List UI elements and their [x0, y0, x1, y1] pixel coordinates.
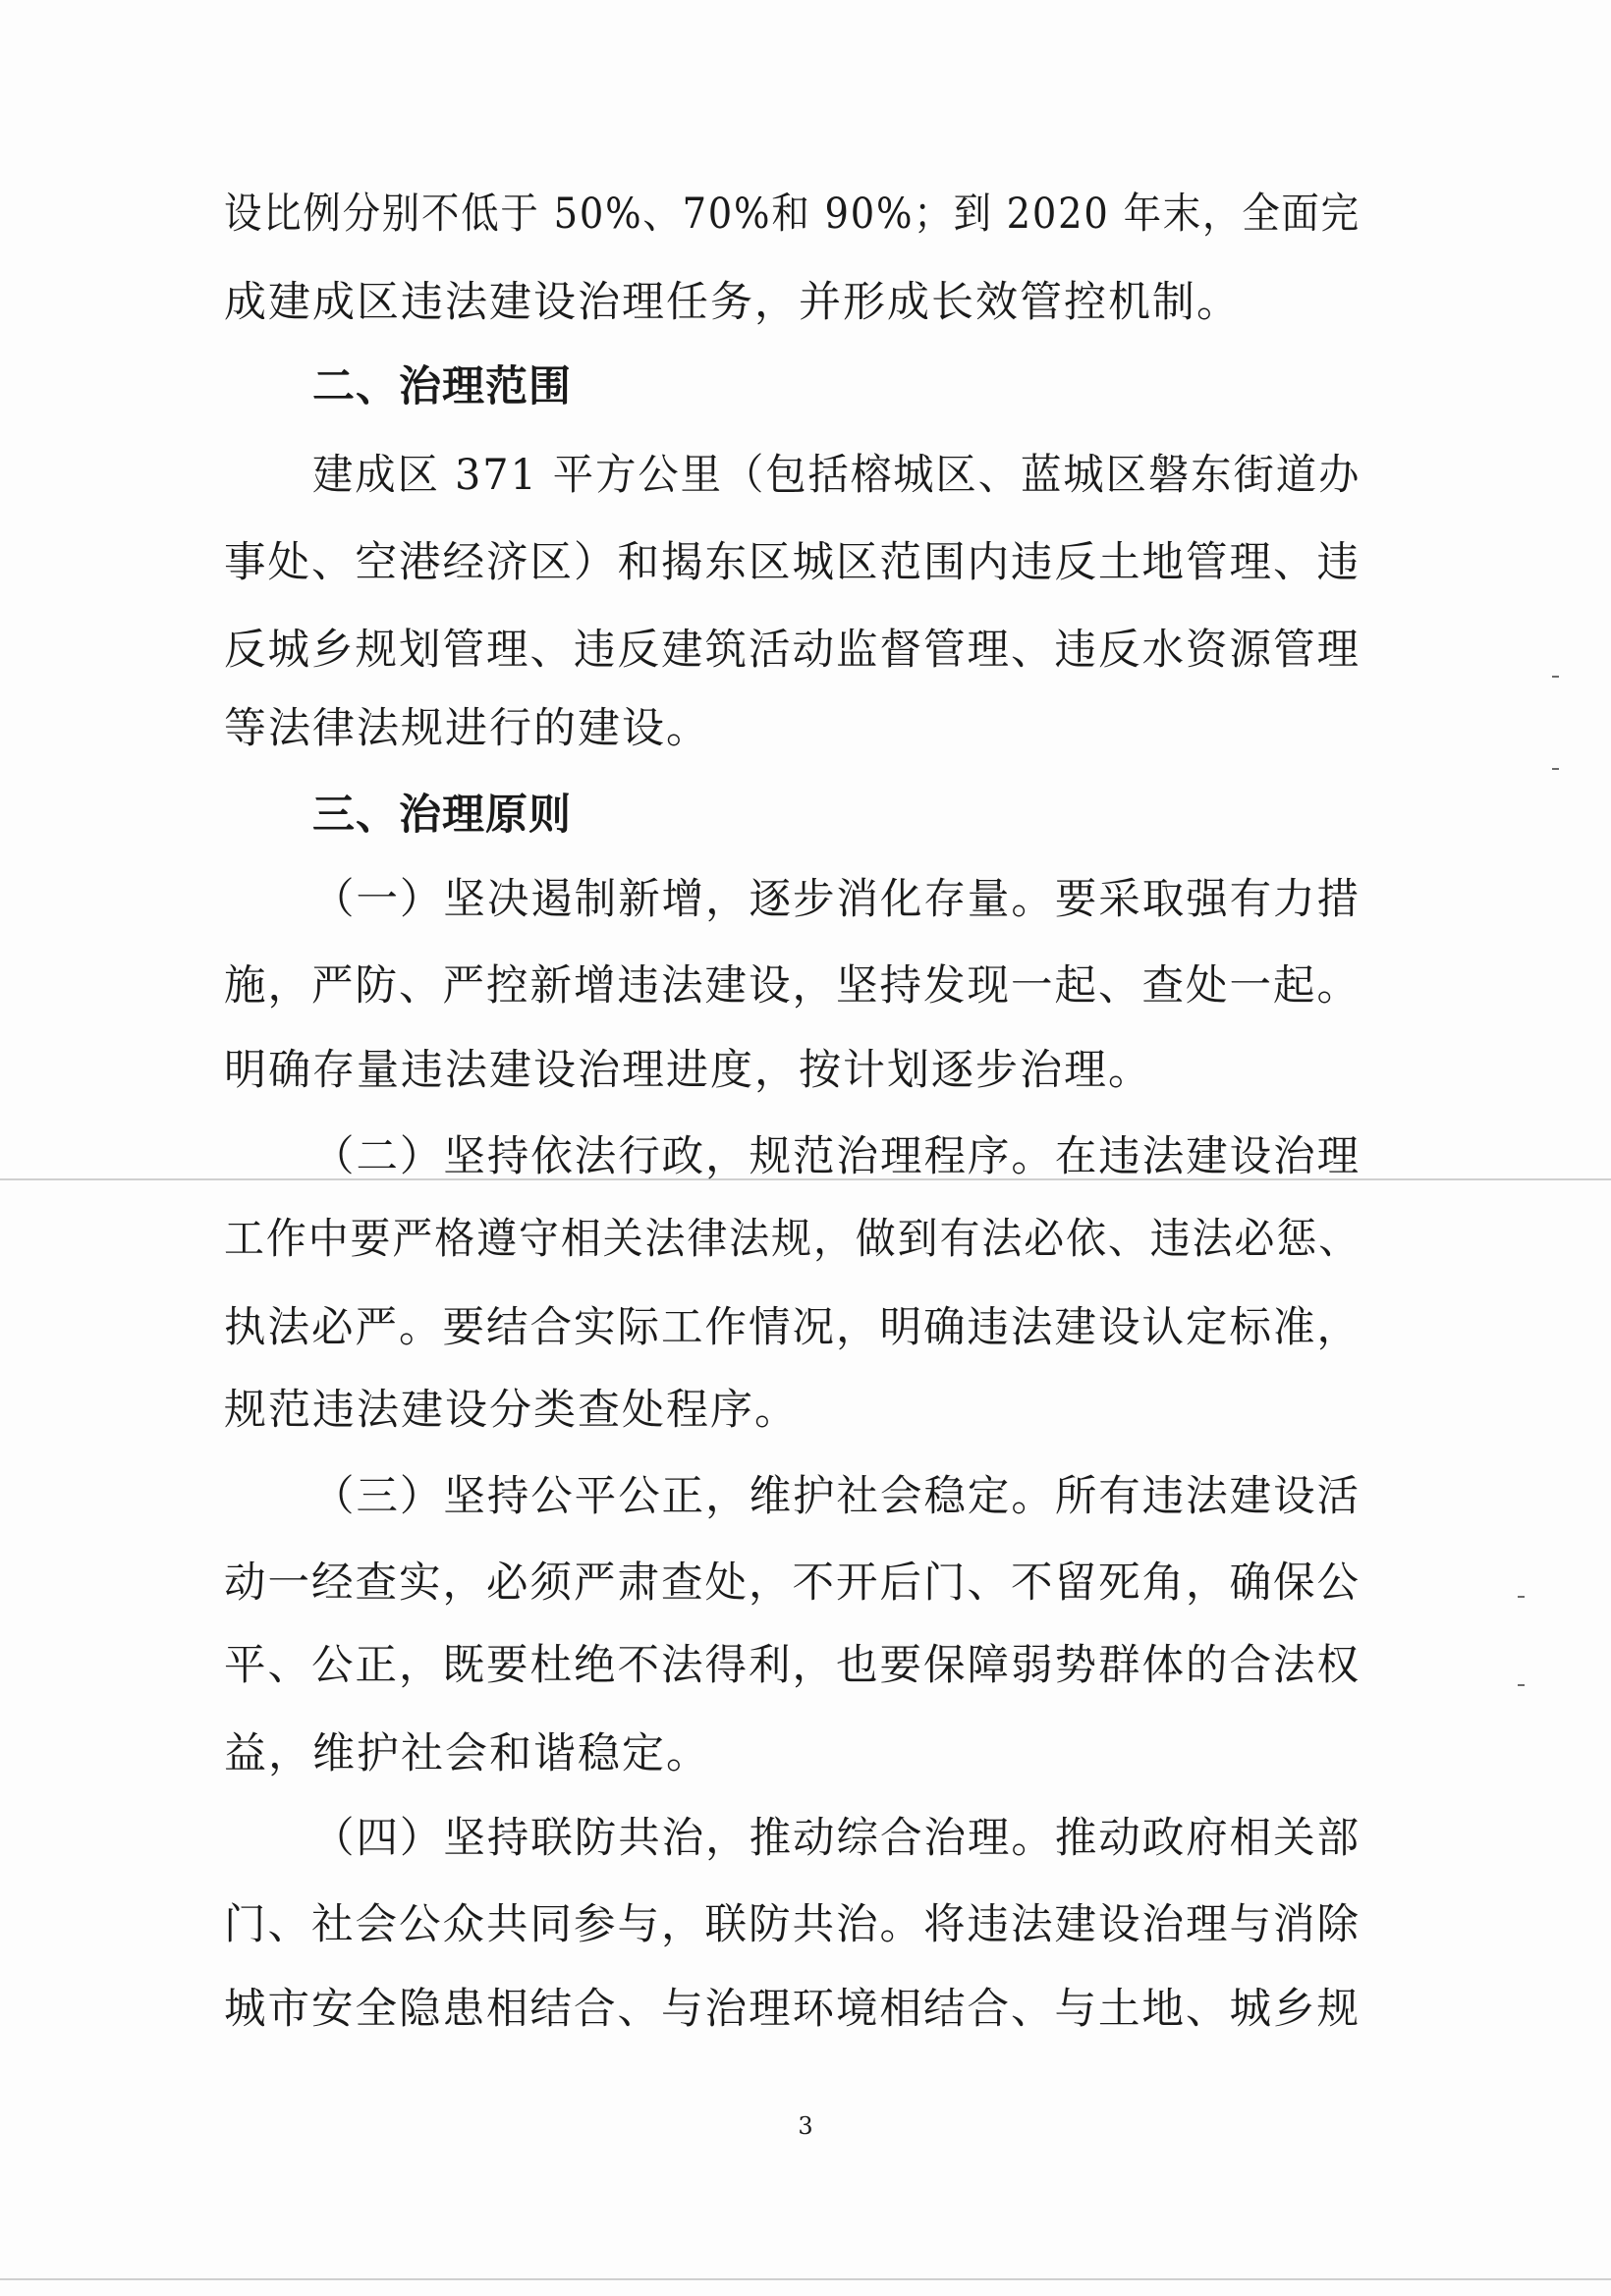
scope-paragraph-line: 等法律法规进行的建设。	[224, 704, 710, 753]
principle-one-line: 施，严防、严控新增违法建设，坚持发现一起、查处一起。	[224, 961, 1361, 1011]
body-line-continuation: 设比例分别不低于 50%、70%和 90%；到 2020 年末，全面完	[224, 190, 1361, 239]
scan-speck	[1552, 768, 1559, 770]
scope-paragraph-line: 事处、空港经济区）和揭东区城区范围内违反土地管理、违	[224, 538, 1361, 587]
page-number: 3	[798, 2112, 813, 2140]
scope-paragraph-line: 反城乡规划管理、违反建筑活动监督管理、违反水资源管理	[224, 626, 1361, 675]
principle-four-line: 城市安全隐患相结合、与治理环境相结合、与土地、城乡规	[224, 1985, 1361, 2034]
principle-two-line: 工作中要严格遵守相关法律法规，做到有法必依、违法必惩、	[224, 1215, 1361, 1264]
body-line-continuation: 成建成区违法建设治理任务，并形成长效管控机制。	[224, 278, 1241, 327]
principle-one-line: 明确存量违法建设治理进度，按计划逐步治理。	[224, 1046, 1152, 1095]
principle-one-line: （一）坚决遏制新增，逐步消化存量。要采取强有力措	[312, 875, 1361, 924]
section-heading-scope: 二、治理范围	[312, 362, 572, 411]
scan-speck	[1518, 1596, 1525, 1598]
principle-four-line: （四）坚持联防共治，推动综合治理。推动政府相关部	[312, 1814, 1361, 1863]
principle-two-line: （二）坚持依法行政，规范治理程序。在违法建设治理	[312, 1132, 1361, 1181]
principle-three-line: 平、公正，既要杜绝不法得利，也要保障弱势群体的合法权	[224, 1641, 1361, 1690]
scan-speck	[1552, 676, 1559, 678]
principle-two-line: 执法必严。要结合实际工作情况，明确违法建设认定标准，	[224, 1303, 1361, 1352]
principle-three-line: （三）坚持公平公正，维护社会稳定。所有违法建设活	[312, 1472, 1361, 1521]
principle-two-line: 规范违法建设分类查处程序。	[224, 1386, 799, 1435]
principle-four-line: 门、社会公众共同参与，联防共治。将违法建设治理与消除	[224, 1900, 1361, 1949]
section-heading-principles: 三、治理原则	[312, 791, 572, 840]
scan-bottom-line	[0, 2278, 1611, 2280]
principle-three-line: 益，维护社会和谐稳定。	[224, 1729, 710, 1778]
principle-three-line: 动一经查实，必须严肃查处，不开后门、不留死角，确保公	[224, 1558, 1361, 1608]
scan-speck	[1518, 1684, 1525, 1686]
scope-paragraph-line: 建成区 371 平方公里（包括榕城区、蓝城区磐东街道办	[312, 451, 1361, 500]
